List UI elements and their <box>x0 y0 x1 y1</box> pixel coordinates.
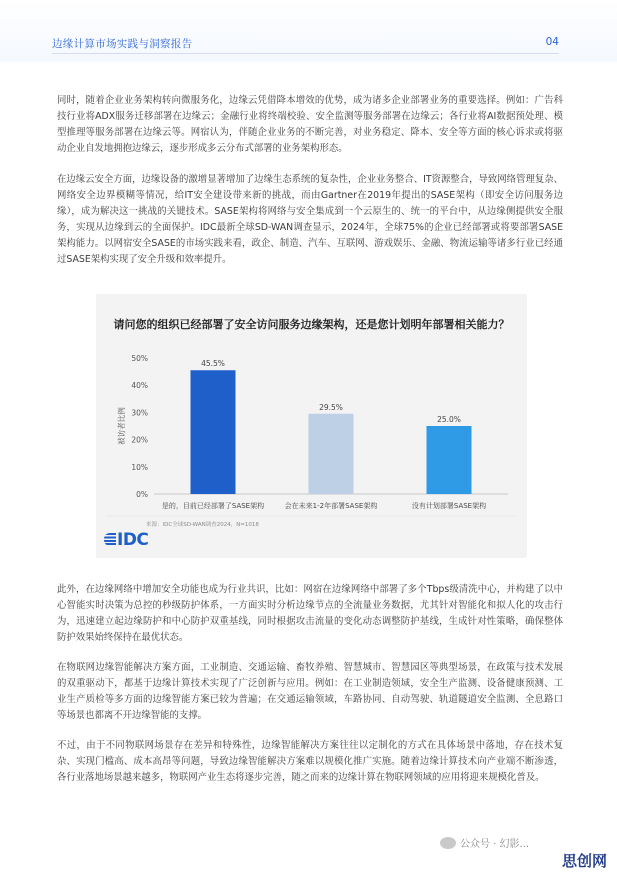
chart-panel <box>96 294 527 558</box>
bar-chart <box>96 294 527 558</box>
y-tick-label: 50% <box>131 354 148 363</box>
bar <box>427 426 472 494</box>
watermark-brand: 思创网 <box>562 852 608 870</box>
watermark-text: 公众号 · 幻影... <box>460 839 530 850</box>
y-tick-label: 40% <box>131 381 148 391</box>
report-title: 边缘计算市场实践与洞察报告 <box>52 38 193 50</box>
logo-text: IDC <box>117 530 149 550</box>
data-label: 29.5% <box>319 402 343 412</box>
y-tick-label: 0% <box>136 490 148 499</box>
y-tick-label: 30% <box>131 408 148 418</box>
paragraph-2: 在边缘云安全方面，边缘设备的激增显著增加了边缘生态系统的复杂性，企业业务整合、IT资源整合，导致网络管理复杂、网络安全边界模糊等情况，给IT安全建设带来新的挑战，而由Gartner在2019年提出的SASE架构（即安全访问服务边缘），成为解决这一挑战的关键技术。SASE架构将网络与安全集成到一个云原生的、统一的平台中，从边缘侧提供安全服务，实现从边缘到云的全面保护。IDC最新全球SD-WAN调查显示，2024年，全球75%的企业已经部署或将要部署SASE架构能力。以网宿安全SASE的市场实践来看，政企、制造、汽车、互联网、游戏娱乐、金融、物流运输等诸多行业已经通过SASE架构实现了安全升级和效率提升。 <box>57 174 563 265</box>
logo-mark-icon <box>104 533 116 546</box>
bar <box>191 370 236 494</box>
y-tick-label: 10% <box>131 462 148 472</box>
data-label: 25.0% <box>437 415 461 424</box>
bar <box>309 414 354 494</box>
paragraph-1: 同时，随着企业业务架构转向微服务化，边缘云凭借降本增效的优势，成为诸多企业部署业务的重要选择。例如：广告科技行业将ADX服务迁移部署在边缘云；金融行业将终端校验、安全监测等服务部署在边缘云；各行业将AI数据预处理、模型推理等服务部署在边缘云等。网宿认为，伴随企业业务的不断完善，对业务稳定、降本、安全等方面的核心诉求或将驱动企业自发地拥抱边缘云，逐步形成多云分布式部署的业务架构形态。 <box>57 95 563 154</box>
chart-source: 来源：IDC全球SD-WAN调查2024，N=1018 <box>146 522 259 528</box>
paragraph-3: 此外，在边缘网络中增加安全功能也成为行业共识，比如：网宿在边缘网络中部署了多个Tbps级清洗中心，并构建了以中心智能实时决策为总控的秒级防护体系，一方面实时分析边缘节点的全流量业务数据，尤其针对智能化和拟人化的攻击行为，迅速建立起边缘防护和中心防护双重基线，同时根据攻击流量的变化动态调整防护基线，生成针对性策略，确保整体防护效果始终保持在最优状态。 <box>57 584 563 643</box>
x-tick-label: 是的，目前已经部署了SASE架构 <box>161 502 265 510</box>
x-tick-label: 会在未来1-2年部署SASE架构 <box>284 502 378 510</box>
wechat-watermark <box>440 835 529 850</box>
chart-title: 请问您的组织已经部署了安全访问服务边缘架构，还是您计划明年部署相关能力？ <box>113 318 510 331</box>
paragraph-4: 在物联网边缘智能解决方案方面，工业制造、交通运输、畜牧养殖、智慧城市、智慧园区等典型场景，在政策与技术发展的双重驱动下，都基于边缘计算技术实现了广泛创新与应用。例如：在工业制造领域，安全生产监测、设备健康预测、工业生产质检等多方面的边缘智能方案已较为普遍；在交通运输领域，车路协同、自动驾驶、轨道隧道安全监测、全息路口等场景也都离不开边缘智能的支撑。 <box>57 662 563 721</box>
y-tick-label: 20% <box>131 435 148 445</box>
paragraph-5: 不过，由于不同物联网场景存在差异和特殊性，边缘智能解决方案往往以定制化的方式在具体场景中落地，存在技术复杂、实现门槛高、成本高昂等问题，导致边缘智能解决方案难以规模化推广实施。随着边缘计算技术向产业端不断渗透，各行业落地场景越来越多，物联网产业生态将逐步完善，随之而来的边缘计算在物联网领域的应用将迎来规模化普及。 <box>57 740 563 783</box>
header-divider <box>52 53 559 54</box>
idc-logo <box>104 530 148 550</box>
y-axis-label: 被访者比例 <box>117 407 126 445</box>
data-label: 45.5% <box>201 359 225 369</box>
page-number: 04 <box>545 36 559 48</box>
x-tick-label: 没有计划部署SASE架构 <box>411 502 487 510</box>
page-header <box>0 0 617 62</box>
wechat-icon <box>440 837 456 849</box>
